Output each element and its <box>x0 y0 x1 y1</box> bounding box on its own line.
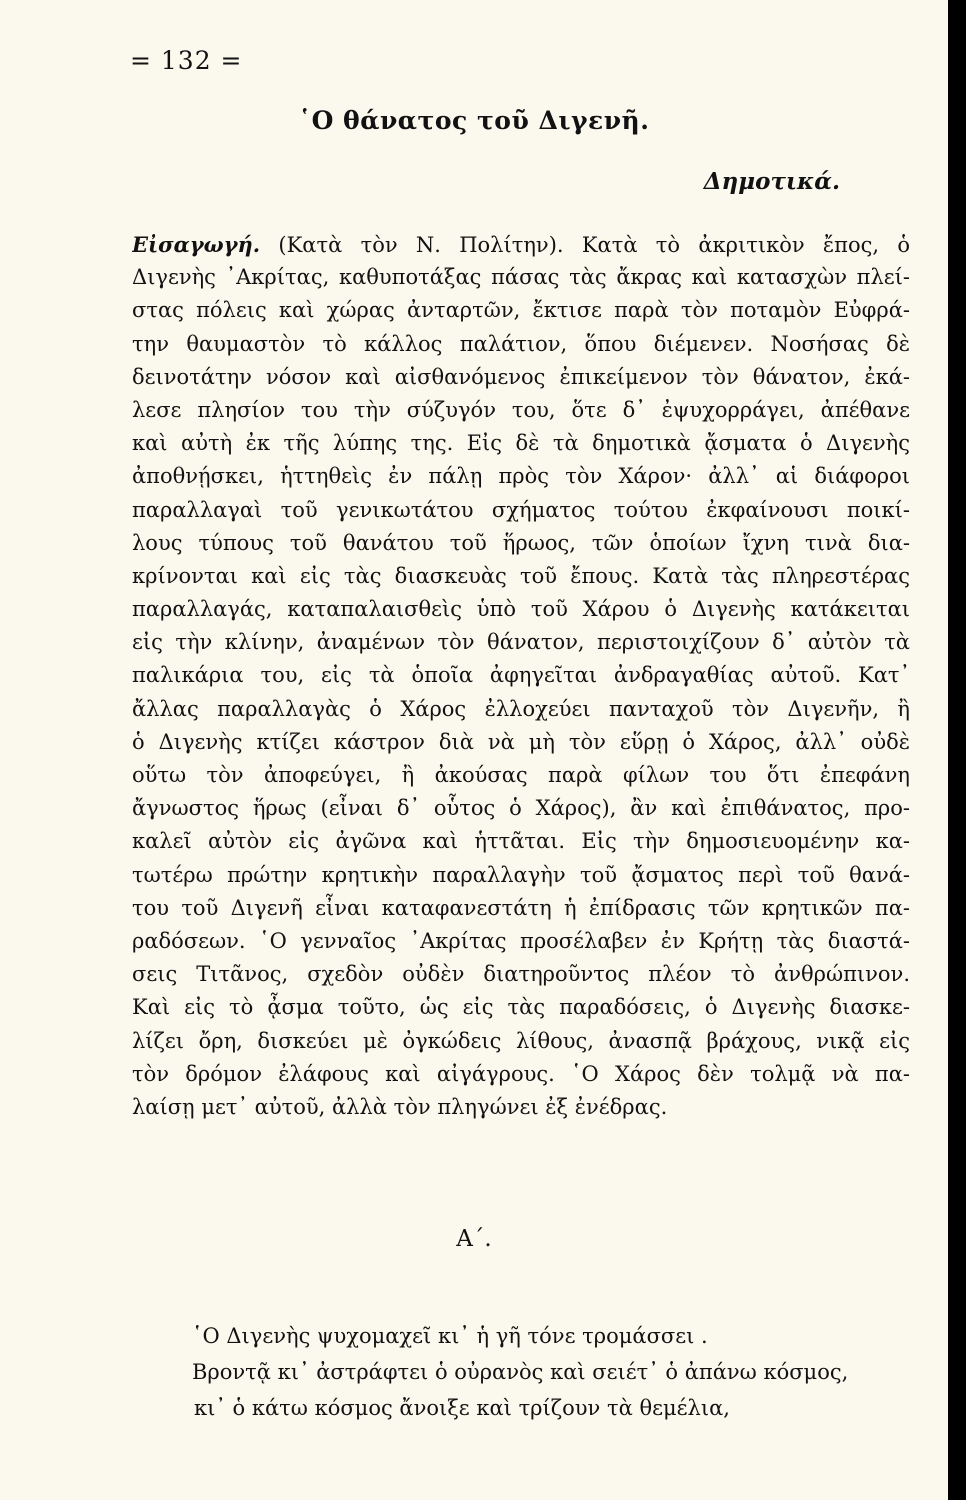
intro-line: σεις Τιτᾶνος, σχεδὸν οὐδὲν διατηροῦντος πλέον τὸ ἀνθρώπινον. <box>132 962 910 987</box>
intro-line: κρίνονται καὶ εἰς τὰς διασκευὰς τοῦ ἔπους. Κατὰ τὰς πληρεστέρας <box>132 563 910 588</box>
intro-line: στας πόλεις καὶ χώρας ἀνταρτῶν, ἔκτισε παρὰ τὸν ποταμὸν Εὐφρά- <box>132 298 910 323</box>
intro-line: τὸν δρόμον ἐλάφους καὶ αἰγάγρους. ῾Ο Χάρος δὲν τολμᾷ νὰ πα- <box>132 1061 910 1086</box>
intro-line: ἀποθνῄσκει, ἡττηθεὶς ἐν πάλῃ πρὸς τὸν Χάρον· ἀλλ᾿ αἱ διάφοροι <box>132 464 910 489</box>
introduction-paragraph <box>132 228 910 1124</box>
intro-line: λαίσῃ μετ᾿ αὐτοῦ, ἀλλὰ τὸν πληγώνει ἐξ ἐνέδρας. <box>132 1094 668 1119</box>
intro-line: του τοῦ Διγενῆ εἶναι καταφανεστάτη ἡ ἐπίδρασις τῶν κρητικῶν πα- <box>132 895 910 920</box>
poem-verse: ῾Ο Διγενὴς ψυχομαχεῖ κι᾿ ἡ γῆ τόνε τρομάσσει . <box>192 1324 708 1348</box>
intro-line: παραλλαγαὶ τοῦ γενικωτάτου σχήματος τούτου ἐκφαίνουσι ποικί- <box>132 497 910 522</box>
page-number: = 132 = <box>130 46 243 75</box>
poem-verse: κι᾿ ὁ κάτω κόσμος ἄνοιξε καὶ τρίζουν τὰ θεμέλια, <box>194 1396 730 1420</box>
intro-line: ἄλλας παραλλαγὰς ὁ Χάρος ἐλλοχεύει πανταχοῦ τὸν Διγενῆν, ἢ <box>132 696 910 721</box>
intro-line-text: (Κατὰ τὸν Ν. Πολίτην). Κατὰ τὸ ἀκριτικὸν ἔπος, ὁ <box>278 233 910 257</box>
section-number: Α΄. <box>456 1226 492 1252</box>
intro-line: εἰς τὴν κλίνην, ἀναμένων τὸν θάνατον, περιστοιχίζουν δ᾿ αὐτὸν τὰ <box>132 630 910 655</box>
intro-line: ραδόσεων. ῾Ο γενναῖος ᾿Ακρίτας προσέλαβεν ἐν Κρήτῃ τὰς διαστά- <box>132 928 910 953</box>
intro-line: ἄγνωστος ἥρως (εἶναι δ᾿ οὗτος ὁ Χάρος), ἂν καὶ ἐπιθάνατος, προ- <box>132 796 910 821</box>
intro-line: Διγενὴς ᾿Ακρίτας, καθυποτάξας πάσας τὰς ἄκρας καὶ κατασχὼν πλεί- <box>132 265 910 290</box>
poem-verses <box>192 1318 922 1426</box>
intro-line: ὁ Διγενὴς κτίζει κάστρον διὰ νὰ μὴ τὸν εὕρῃ ὁ Χάρος, ἀλλ᾿ οὐδὲ <box>132 729 910 754</box>
intro-line: καὶ αὐτὴ ἐκ τῆς λύπης της. Εἰς δὲ τὰ δημοτικὰ ᾄσματα ὁ Διγενὴς <box>132 431 910 456</box>
chapter-title: ῾Ο θάνατος τοῦ Διγενῆ. <box>298 106 650 135</box>
intro-line: δεινοτάτην νόσον καὶ αἰσθανόμενος ἐπικείμενον τὸν θάνατον, ἐκά- <box>132 364 910 389</box>
intro-line: παραλλαγάς, καταπαλαισθεὶς ὑπὸ τοῦ Χάρου ὁ Διγενὴς κατάκειται <box>132 597 910 622</box>
intro-line: οὕτω τὸν ἀποφεύγει, ἢ ἀκούσας παρὰ φίλων του ὅτι ἐπεφάνη <box>132 763 910 787</box>
intro-line: λους τύπους τοῦ θανάτου τοῦ ἥρωος, τῶν ὁποίων ἴχνη τινὰ δια- <box>132 530 910 555</box>
intro-line: λίζει ὄρη, δισκεύει μὲ ὀγκώδεις λίθους, ἀνασπᾷ βράχους, νικᾷ εἰς <box>132 1028 910 1053</box>
intro-line: παλικάρια του, εἰς τὰ ὁποῖα ἀφηγεῖται ἀνδραγαθίας αὐτοῦ. Κατ᾿ <box>132 663 910 688</box>
intro-line <box>132 228 910 261</box>
intro-lead-word: Εἰσαγωγή. <box>132 232 261 257</box>
poem-verse: Βροντᾷ κι᾿ ἀστράφτει ὁ οὐρανὸς καὶ σειέτ᾿ ὁ ἀπάνω κόσμος, <box>192 1360 849 1384</box>
intro-line: Καὶ εἰς τὸ ᾆσμα τοῦτο, ὡς εἰς τὰς παραδόσεις, ὁ Διγενὴς διασκε- <box>132 995 910 1020</box>
intro-line: την θαυμαστὸν τὸ κάλλος παλάτιον, ὅπου διέμενεν. Νοσήσας δὲ <box>132 331 910 356</box>
intro-line: τωτέρω πρώτην κρητικὴν παραλλαγὴν τοῦ ᾄσματος περὶ τοῦ θανά- <box>132 862 910 887</box>
genre-label: Δημοτικά. <box>703 168 840 195</box>
intro-line: καλεῖ αὐτὸν εἰς ἀγῶνα καὶ ἡττᾶται. Εἰς τὴν δημοσιευομένην κα- <box>132 829 910 854</box>
intro-line: λεσε πλησίον του τὴν σύζυγόν του, ὅτε δ᾿ ἐψυχορράγει, ἀπέθανε <box>132 397 910 422</box>
